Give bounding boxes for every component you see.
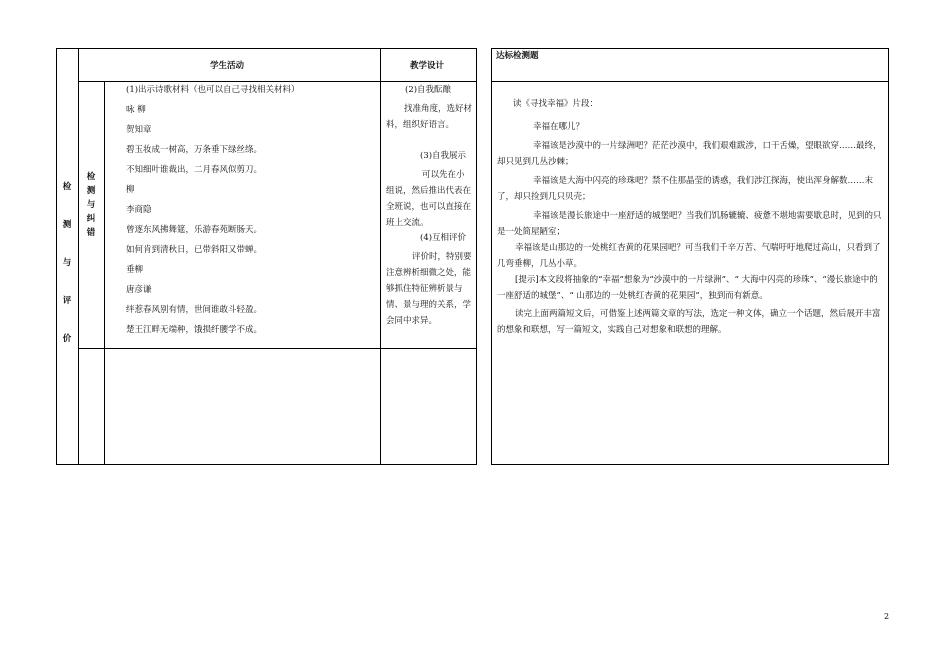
writing-task: 读完上面两篇短文后，可借鉴上述两篇文章的写法，选定一种文体，确立一个话题，然后展开丰富的想象和联想，写一篇短文，实践自己对想象和联想的理解。 — [497, 309, 881, 335]
poem-line: 楚王江畔无端种，饿损纤腰学不成。 — [126, 325, 263, 335]
header-teaching-design: 教学设计 — [410, 61, 445, 71]
design-step-body: 可以先在小组说，然后推出代表在全班说，也可以直接在班上交流。 — [386, 170, 472, 228]
poem-author: 李商隐 — [126, 205, 152, 215]
passage-paragraph: 幸福在哪儿？ — [533, 122, 585, 132]
design-step-title: (2)自我酝酿 — [405, 85, 452, 95]
design-step-body: 找准角度，选好材料，组织好语言。 — [386, 104, 473, 130]
hint-paragraph: [提示]本文段将抽象的“幸福”想象为“沙漠中的一片绿洲”、“ 大海中闪亮的珍珠”、“漫长旅途中的一座舒适的城堡”、“ 山那边的一处桃红杏黄的花果园”，独到而有新意。 — [497, 275, 878, 301]
header-assessment-questions: 达标检测题 — [496, 51, 539, 61]
poem-line: 如何肯到清秋日，已带斜阳又带蝉。 — [126, 245, 263, 255]
poem-line: 不知细叶谁裁出，二月春风似剪刀。 — [126, 165, 263, 175]
design-step-title: (3)自我展示 — [420, 151, 467, 161]
passage-paragraph: 幸福该是漫长旅途中一座舒适的城堡吧？当我们饥肠辘辘、疲惫不堪地需要歇息时，见到的只是一处简屋陋室； — [497, 211, 882, 237]
poem-title: 垂柳 — [126, 265, 144, 275]
poem-material-intro: (1)出示诗歌材料（也可以自己寻找相关材料） — [126, 85, 300, 95]
passage-paragraph: 幸福该是沙漠中的一片绿洲吧？茫茫沙漠中，我们艰难跋涉，口干舌燥，望眼欲穿……最终，却只见到几丛沙棘； — [497, 141, 882, 167]
page-number: 2 — [884, 612, 890, 621]
sub-label-check-and-correct: 检 测 与 纠 错 — [86, 172, 96, 238]
poem-author: 贺知章 — [126, 125, 152, 135]
header-student-activity: 学生活动 — [210, 61, 245, 71]
design-step-body: 评价时，特别要注意辨析细微之处，能够抓住特征辨析景与情、景与理的关系，学会同中求异。 — [386, 252, 472, 326]
reading-prompt: 读《寻找幸福》片段： — [513, 99, 599, 109]
section-label-check-and-evaluate: 检 测 与 评 价 — [62, 182, 72, 344]
poem-title: 柳 — [126, 185, 135, 195]
poem-line: 碧玉妆成一树高，万条垂下绿丝绦。 — [126, 145, 263, 155]
poem-author: 唐彦谦 — [126, 285, 152, 295]
poem-title: 咏 柳 — [126, 105, 146, 115]
passage-paragraph: 幸福该是山那边的一处桃红杏黄的花果园吧？可当我们千辛万苦、气喘吁吁地爬过高山，只看到了几弯垂柳，几丛小草。 — [497, 243, 881, 269]
poem-line: 绊惹春风别有情，世间谁敢斗轻盈。 — [126, 305, 263, 315]
passage-paragraph: 幸福该是大海中闪亮的珍珠吧？禁不住那晶莹的诱惑，我们涉江探海，使出浑身解数……末了，却只捡到几只贝壳； — [497, 176, 874, 202]
poem-line: 曾逐东风拂舞筵，乐游春苑断肠天。 — [126, 225, 263, 235]
design-step-title: (4)互相评价 — [420, 233, 467, 243]
